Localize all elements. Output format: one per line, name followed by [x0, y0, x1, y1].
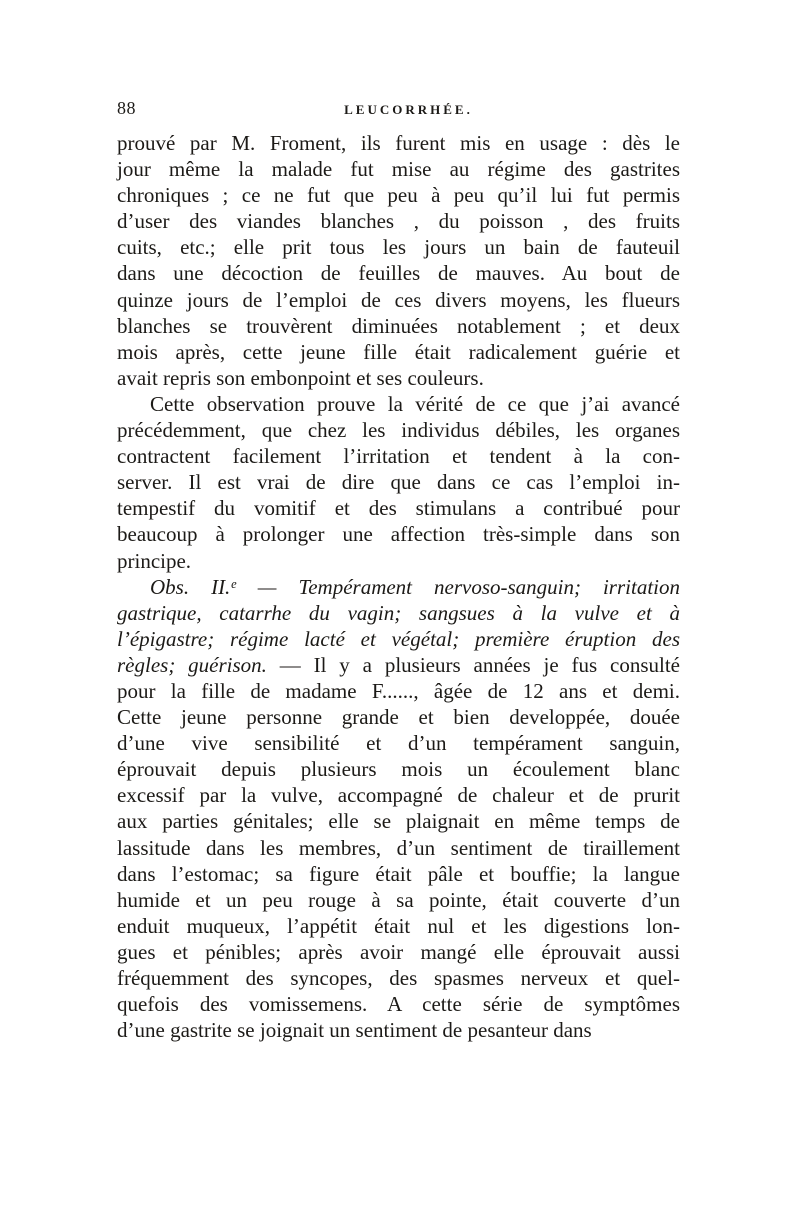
- text-span: précédemment, que chez les individus débiles, les organes: [117, 418, 680, 443]
- text-line: [117, 574, 680, 600]
- italic-text: Obs. II.ᵉ — Tempérament nervoso-sanguin; irritation: [150, 574, 680, 599]
- text-line: [117, 887, 680, 913]
- text-span: Cette jeune personne grande et bien developpée, douée: [117, 705, 680, 730]
- text-span: pour la fille de madame F......, âgée de 12 ans et demi.: [117, 678, 680, 703]
- text-line: [117, 600, 680, 626]
- text-line: [117, 287, 680, 313]
- text-span: beaucoup à prolonger une affection très-simple dans son: [117, 522, 680, 547]
- text-line: [117, 469, 680, 495]
- text-span: cuits, etc.; elle prit tous les jours un bain de fauteuil: [117, 235, 680, 260]
- text-line: [117, 208, 680, 234]
- text-span: contractent facilement l’irritation et tendent à la con-: [117, 444, 680, 469]
- text-line: [117, 313, 680, 339]
- text-line: [117, 548, 680, 574]
- text-line: [117, 521, 680, 547]
- text-span: mois après, cette jeune fille était radicalement guérie et: [117, 339, 680, 364]
- text-line: [117, 835, 680, 861]
- text-line: [117, 417, 680, 443]
- page-header: [117, 98, 680, 124]
- italic-text: gastrique, catarrhe du vagin; sangsues à la vulve et à: [117, 600, 680, 625]
- text-line: [117, 782, 680, 808]
- text-line: [117, 808, 680, 834]
- text-span: d’une vive sensibilité et d’un tempérament sanguin,: [117, 731, 680, 756]
- text-line: [117, 130, 680, 156]
- body-text: [117, 130, 680, 1043]
- text-line: [117, 495, 680, 521]
- text-line: [117, 861, 680, 887]
- text-line: [117, 704, 680, 730]
- text-span: humide et un peu rouge à sa pointe, était couverte d’un: [117, 887, 680, 912]
- text-line: [117, 730, 680, 756]
- text-span: enduit muqueux, l’appétit était nul et les digestions lon-: [117, 913, 680, 938]
- text-span: — Il y a plusieurs années je fus consulté: [266, 652, 680, 677]
- text-span: quinze jours de l’emploi de ces divers moyens, les flueurs: [117, 287, 680, 312]
- text-line: [117, 234, 680, 260]
- page-number: 88: [117, 98, 136, 118]
- running-head: LEUCORRHÉE.: [344, 102, 473, 117]
- text-span: avait repris son embonpoint et ses couleurs.: [117, 365, 484, 390]
- text-line: [117, 626, 680, 652]
- italic-text: règles; guérison.: [117, 652, 267, 677]
- text-span: quefois des vomissemens. A cette série de symptômes: [117, 992, 680, 1017]
- text-span: d’une gastrite se joignait un sentiment de pesanteur dans: [117, 1018, 592, 1043]
- text-line: [117, 182, 680, 208]
- text-line: [117, 991, 680, 1017]
- italic-text: l’épigastre; régime lacté et végétal; première éruption des: [117, 626, 680, 651]
- text-span: d’user des viandes blanches , du poisson , des fruits: [117, 209, 680, 234]
- text-line: [117, 756, 680, 782]
- text-span: dans l’estomac; sa figure était pâle et bouffie; la langue: [117, 861, 680, 886]
- text-span: aux parties génitales; elle se plaignait en même temps de: [117, 809, 680, 834]
- text-line: [117, 391, 680, 417]
- text-span: éprouvait depuis plusieurs mois un écoulement blanc: [117, 757, 680, 782]
- text-span: excessif par la vulve, accompagné de chaleur et de prurit: [117, 783, 680, 808]
- text-span: principe.: [117, 548, 192, 573]
- text-span: lassitude dans les membres, d’un sentiment de tiraillement: [117, 835, 680, 860]
- text-line: [117, 443, 680, 469]
- text-line: [117, 1017, 680, 1043]
- text-line: [117, 678, 680, 704]
- text-line: [117, 156, 680, 182]
- text-span: blanches se trouvèrent diminuées notablement ; et deux: [117, 313, 680, 338]
- text-span: jour même la malade fut mise au régime des gastrites: [117, 157, 680, 182]
- text-span: gues et pénibles; après avoir mangé elle éprouvait aussi: [117, 939, 680, 964]
- text-span: tempestif du vomitif et des stimulans a contribué pour: [117, 496, 680, 521]
- text-span: chroniques ; ce ne fut que peu à peu qu’il lui fut permis: [117, 183, 680, 208]
- text-line: [117, 939, 680, 965]
- text-span: prouvé par M. Froment, ils furent mis en usage : dès le: [117, 131, 680, 155]
- text-line: [117, 365, 680, 391]
- text-span: fréquemment des syncopes, des spasmes nerveux et quel-: [117, 966, 680, 990]
- text-line: [117, 260, 680, 286]
- text-line: [117, 339, 680, 365]
- text-span: dans une décoction de feuilles de mauves. Au bout de: [117, 261, 680, 286]
- text-line: [117, 965, 680, 991]
- text-span: Cette observation prouve la vérité de ce que j’ai avancé: [150, 391, 680, 416]
- text-line: [117, 652, 680, 678]
- text-line: [117, 913, 680, 939]
- text-span: server. Il est vrai de dire que dans ce cas l’emploi in-: [117, 470, 680, 495]
